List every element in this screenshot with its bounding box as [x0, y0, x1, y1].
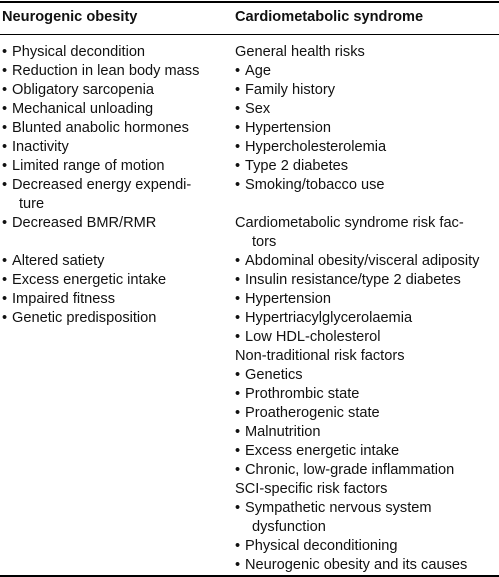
neurogenic-bullet-item: • Physical decondition	[2, 43, 227, 62]
cardiometabolic-bullet-item: • Chronic, low-grade inflammation	[235, 461, 497, 480]
cardiometabolic-section-heading: General health risks	[235, 44, 365, 60]
neurogenic-bullet-item: • Mechanical unloading	[2, 100, 227, 119]
neurogenic-bullet-item: • Blunted anabolic hormones	[2, 119, 227, 138]
header-neurogenic-obesity: Neurogenic obesity	[2, 9, 138, 25]
neurogenic-bullet-item: • Inactivity	[2, 138, 227, 157]
cardiometabolic-bullet-item: • Hypertension	[235, 119, 497, 138]
cardiometabolic-bullet-item: • Prothrombic state	[235, 385, 497, 404]
cardiometabolic-bullet-item: • Excess energetic intake	[235, 442, 497, 461]
cardiometabolic-bullet-item: • Malnutrition	[235, 423, 497, 442]
cardiometabolic-bullet-item: • Type 2 diabetes	[235, 157, 497, 176]
neurogenic-bullet-item: • Decreased energy expendi-	[2, 176, 227, 195]
cardiometabolic-bullet-item: • Age	[235, 62, 497, 81]
cardiometabolic-bullet-item: • Abdominal obesity/visceral adiposity	[235, 252, 497, 271]
cardiometabolic-bullet-item: • Smoking/tobacco use	[235, 176, 497, 195]
top-rule	[0, 1, 499, 3]
neurogenic-bullet-item: • Genetic predisposition	[2, 309, 227, 328]
neurogenic-bullet-item: • Obligatory sarcopenia	[2, 81, 227, 100]
cardiometabolic-bullet-item: • Sex	[235, 100, 497, 119]
cardiometabolic-continuation-line: dysfunction	[252, 519, 326, 535]
neurogenic-obesity-column	[2, 43, 227, 328]
cardiometabolic-bullet-item: • Insulin resistance/type 2 diabetes	[235, 271, 497, 290]
neurogenic-bullet-item: • Excess energetic intake	[2, 271, 227, 290]
cardiometabolic-bullet-item: • Hypercholesterolemia	[235, 138, 497, 157]
cardiometabolic-bullet-item: • Genetics	[235, 366, 497, 385]
neurogenic-spacer	[2, 233, 227, 252]
neurogenic-bullet-item: • Limited range of motion	[2, 157, 227, 176]
neurogenic-continuation-line: ture	[19, 196, 45, 212]
cardiometabolic-section-heading: Non-traditional risk factors	[235, 348, 405, 364]
neurogenic-bullet-item: • Decreased BMR/RMR	[2, 214, 227, 233]
cardiometabolic-bullet-item: • Neurogenic obesity and its causes	[235, 556, 497, 575]
cardiometabolic-continuation-line: tors	[252, 234, 277, 250]
cardiometabolic-bullet-item: • Family history	[235, 81, 497, 100]
cardiometabolic-syndrome-column	[235, 43, 497, 575]
cardiometabolic-section-heading: SCI-specific risk factors	[235, 481, 388, 497]
cardiometabolic-bullet-item: • Sympathetic nervous system	[235, 499, 497, 518]
cardiometabolic-bullet-item: • Physical deconditioning	[235, 537, 497, 556]
header-rule	[0, 34, 499, 35]
neurogenic-bullet-item: • Reduction in lean body mass	[2, 62, 227, 81]
cardiometabolic-bullet-item: • Hypertriacylglycerolaemia	[235, 309, 497, 328]
cardiometabolic-bullet-item: • Proatherogenic state	[235, 404, 497, 423]
header-cardiometabolic-syndrome: Cardiometabolic syndrome	[235, 9, 424, 25]
neurogenic-bullet-item: • Altered satiety	[2, 252, 227, 271]
cardiometabolic-bullet-item: • Low HDL-cholesterol	[235, 328, 497, 347]
cardiometabolic-bullet-item: • Hypertension	[235, 290, 497, 309]
cardiometabolic-section-heading: Cardiometabolic syndrome risk fac-	[235, 215, 464, 231]
cardiometabolic-spacer	[235, 195, 497, 214]
neurogenic-bullet-item: • Impaired fitness	[2, 290, 227, 309]
